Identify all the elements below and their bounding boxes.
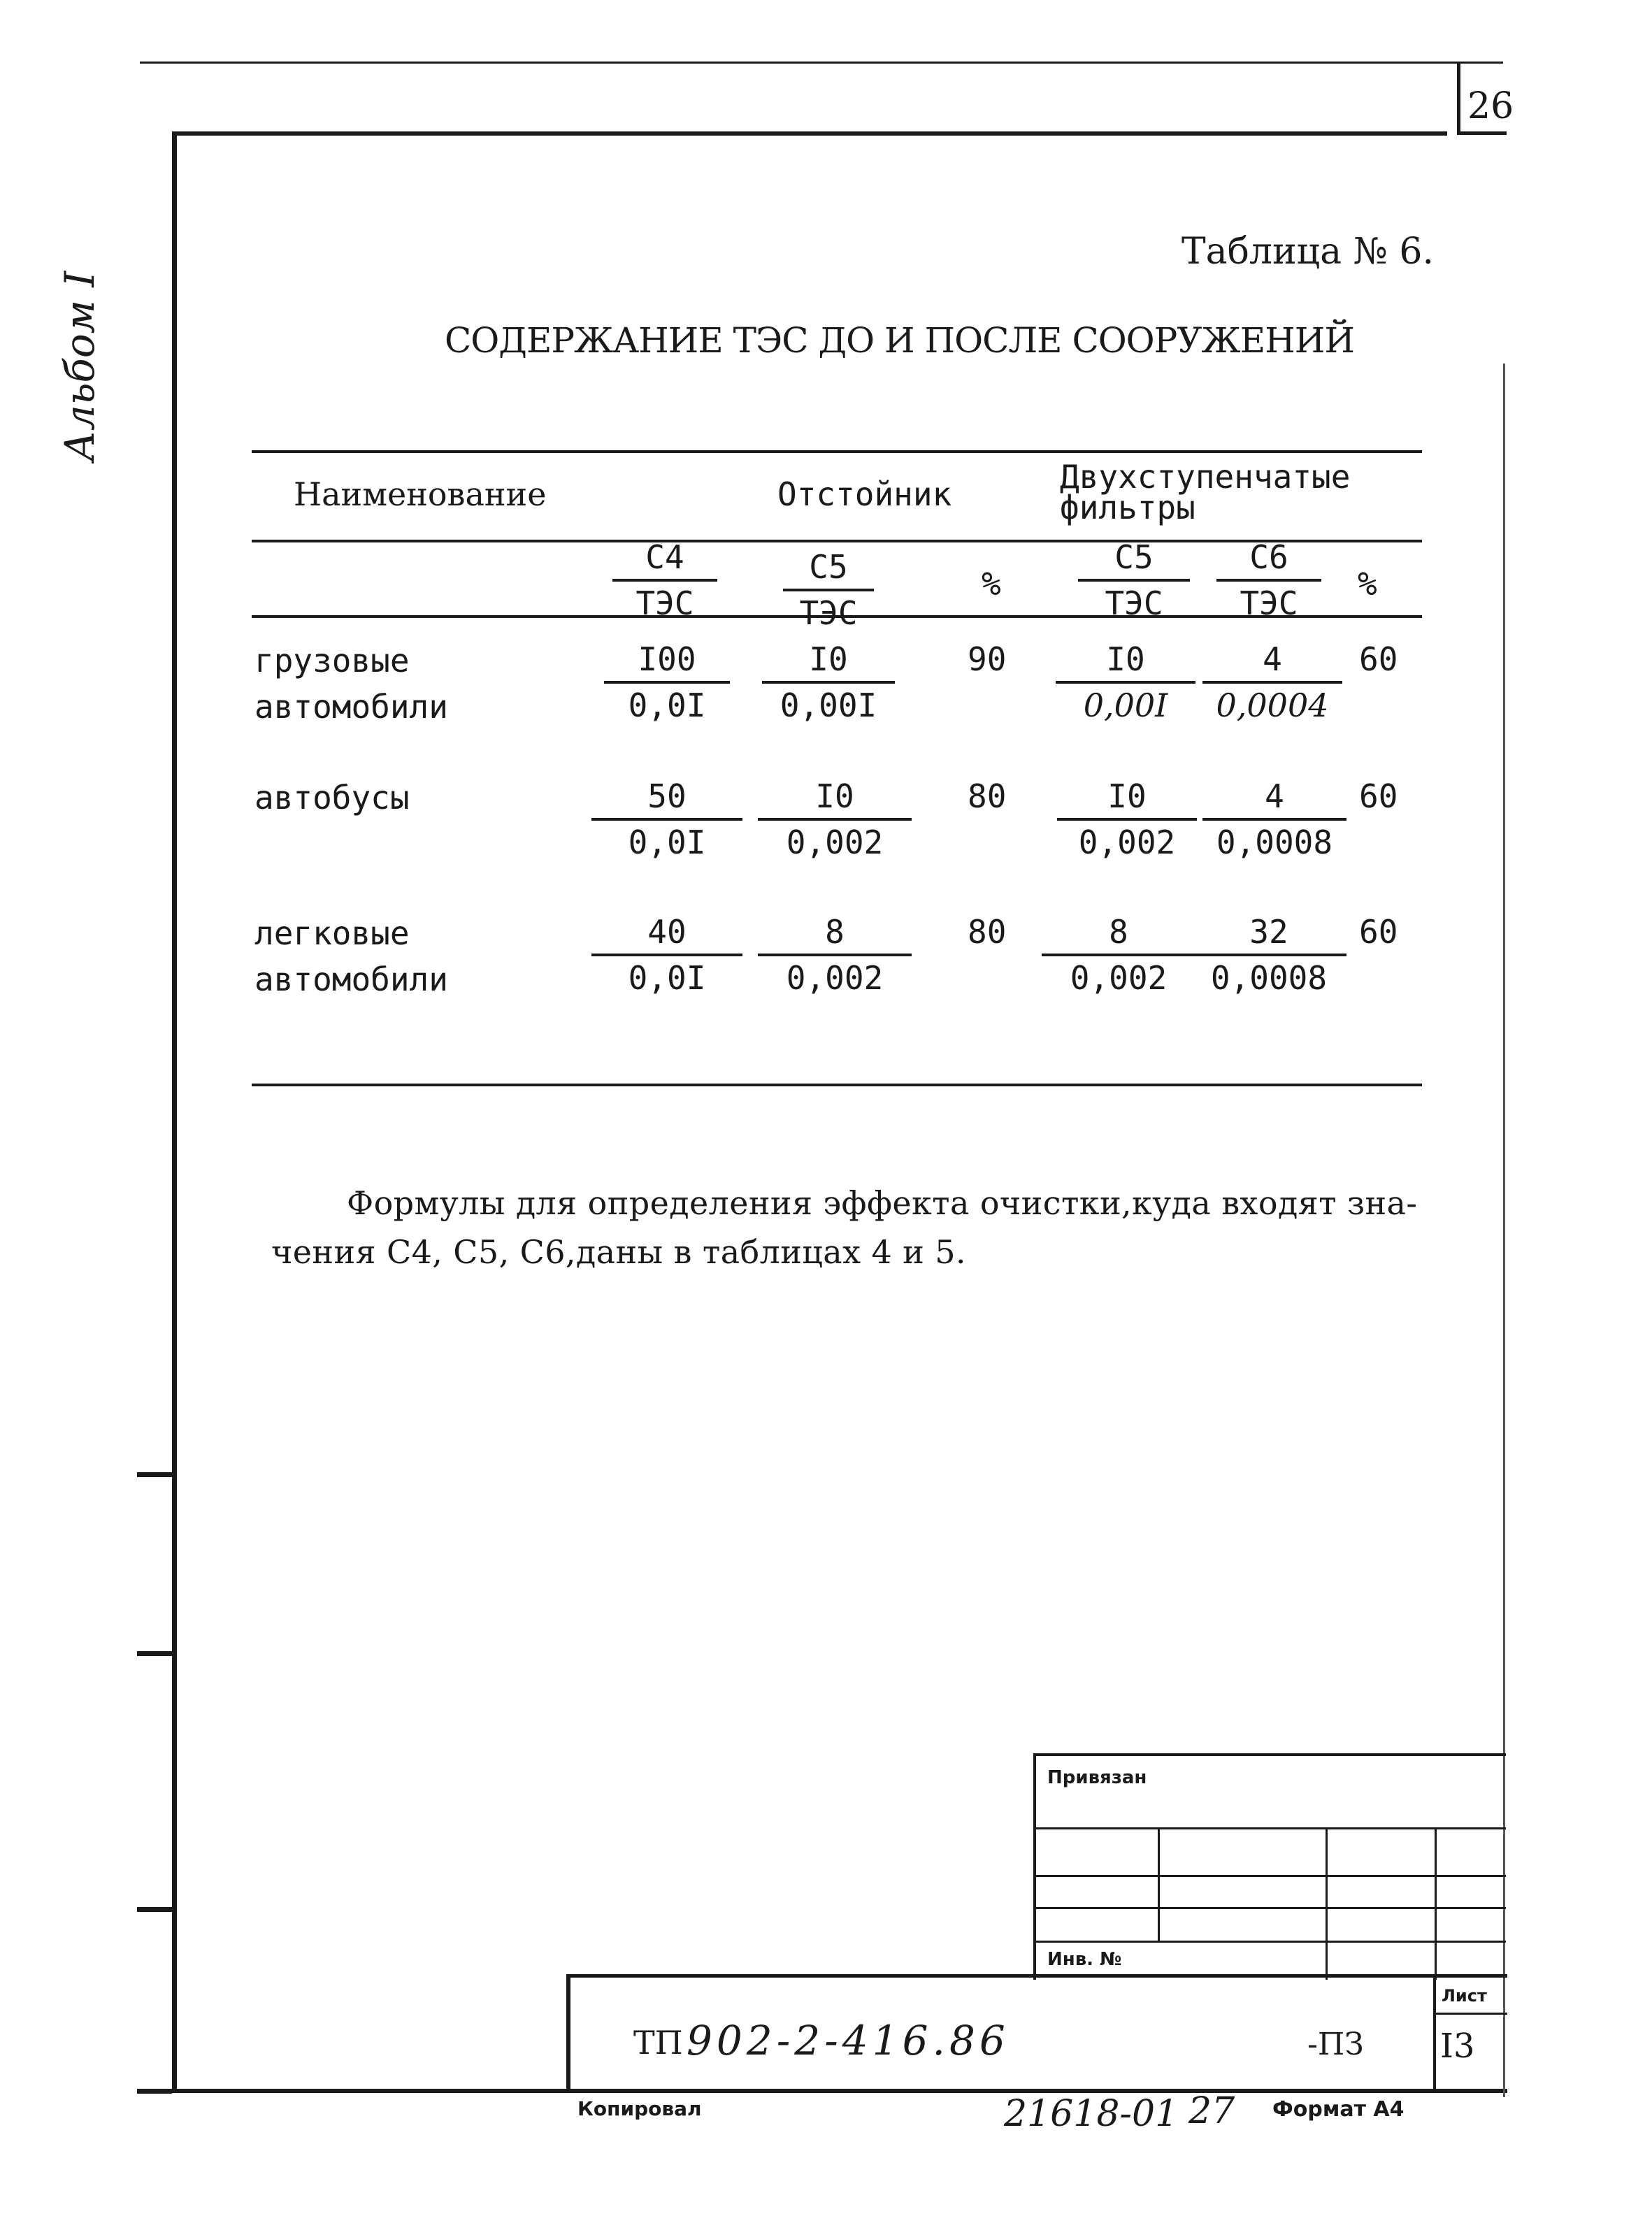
header-settler: Отстойник	[777, 475, 952, 513]
stamp-inv-label: Инв. №	[1047, 1949, 1122, 1970]
row-3-settler-c5-den: 0,002	[786, 959, 884, 997]
sub-settler-c5	[783, 548, 874, 632]
footer-copied-label: Копировал	[577, 2097, 702, 2120]
left-tick-3	[137, 1907, 172, 1912]
header-name: Наименование	[294, 475, 547, 513]
row-1-filters-percent: 60	[1359, 640, 1398, 678]
stamp-sheet-label: Лист	[1442, 1986, 1487, 2006]
row-1-settler-c5-num: I0	[762, 640, 895, 684]
row-2-filters-c5-num: I0	[1057, 777, 1197, 821]
stamp-sheet-number: I3	[1440, 2027, 1475, 2066]
row-1-settler-percent: 90	[968, 640, 1007, 678]
sub-filters-c5-den: ТЭС	[1105, 584, 1163, 622]
row-2-name-line1: автобусы	[254, 779, 410, 817]
row-3-filters-c5-num: 8	[1042, 913, 1195, 956]
row-1-filters-c5-den: 0,00I	[1083, 686, 1168, 724]
left-tick-1	[137, 1472, 172, 1477]
row-2-filters-c6	[1202, 777, 1346, 861]
sub-filters-c6	[1216, 538, 1321, 622]
row-3-settler-c5-num: 8	[758, 913, 912, 956]
row-3-filters-c5	[1042, 913, 1195, 997]
sub-filters-c5	[1078, 538, 1190, 622]
sheet-corner-number: 26	[1467, 85, 1514, 127]
paragraph-line-1: Формулы для определения эффекта очистки,куда входят зна-	[347, 1184, 1418, 1222]
row-3-settler-c4-num: 40	[591, 913, 742, 956]
row-3-name-line2: автомобили	[254, 961, 448, 998]
sub-filters-c5-num: С5	[1078, 538, 1190, 582]
stamp-bound-label: Привязан	[1047, 1767, 1147, 1788]
left-tick-4	[137, 2089, 172, 2094]
row-1-settler-c5-den: 0,00I	[780, 686, 877, 724]
row-1-settler-c4	[604, 640, 730, 724]
side-note: Альбом I	[56, 271, 103, 461]
stamp-doc-code: 902-2-416.86	[687, 2017, 1010, 2064]
row-2-settler-c5-num: I0	[758, 777, 912, 821]
row-3-settler-c4	[591, 913, 742, 997]
table-label: Таблица № 6.	[1181, 231, 1435, 273]
row-1-filters-c5	[1056, 640, 1195, 724]
row-2-filters-c6-den: 0,0008	[1216, 823, 1333, 861]
sub-settler-c4	[612, 538, 717, 622]
row-2-settler-percent: 80	[968, 777, 1007, 815]
sub-settler-c4-den: ТЭС	[635, 584, 694, 622]
left-tick-2	[137, 1651, 172, 1656]
sub-settler-percent: %	[982, 565, 1001, 603]
sub-filters-c6-num: С6	[1216, 538, 1321, 582]
row-3-filters-c6-num: 32	[1191, 913, 1346, 956]
row-1-filters-c5-num: I0	[1056, 640, 1195, 684]
row-1-filters-c6-num: 4	[1202, 640, 1342, 684]
row-3-settler-c4-den: 0,0I	[628, 959, 706, 997]
row-3-name-line1: легковые	[254, 914, 410, 952]
frame-left-line	[172, 131, 177, 2093]
sub-filters-c6-den: ТЭС	[1240, 584, 1298, 622]
stamp-sheet-rule	[1433, 2013, 1507, 2015]
frame-top-line	[175, 131, 1447, 136]
stamp-col-rule-3	[1435, 1827, 1437, 1980]
row-1-name-line1: грузовые	[254, 642, 410, 679]
sub-filters-percent: %	[1358, 565, 1377, 603]
row-1-name-line2: автомобили	[254, 688, 448, 726]
row-1-settler-c5	[762, 640, 895, 724]
row-2-settler-c4-num: 50	[591, 777, 742, 821]
stamp-col-rule-1	[1158, 1827, 1160, 1941]
row-2-settler-c4	[591, 777, 742, 861]
stamp-upper	[1033, 1753, 1506, 1980]
row-3-filters-c5-den: 0,002	[1070, 959, 1168, 997]
footer-hand-number: 21618-01	[1004, 2093, 1179, 2135]
table-top-rule	[252, 450, 1422, 453]
stamp-doc-suffix: -ПЗ	[1307, 2027, 1364, 2062]
paragraph-line-2: чения С4, С5, С6,даны в таблицах 4 и 5.	[271, 1233, 966, 1271]
row-3-filters-c6-den: 0,0008	[1210, 959, 1328, 997]
sub-settler-c5-num: С5	[783, 548, 874, 591]
corner-number-box	[1457, 62, 1514, 135]
row-1-settler-c4-num: I00	[604, 640, 730, 684]
row-1-filters-c6-den: 0,0004	[1216, 686, 1329, 724]
row-3-filters-percent: 60	[1359, 913, 1398, 951]
sub-settler-c4-num: С4	[612, 538, 717, 582]
page-title: СОДЕРЖАНИЕ ТЭС ДО И ПОСЛЕ СООРУЖЕНИЙ	[445, 320, 1354, 361]
row-2-settler-c4-den: 0,0I	[628, 823, 706, 861]
stamp-doc-prefix: ТП	[633, 2024, 683, 2062]
stamp-sheet-col-rule	[1433, 1978, 1436, 2092]
row-3-filters-c6	[1191, 913, 1346, 997]
stamp-col-rule-2	[1326, 1827, 1328, 1980]
footer-hand-page: 27	[1188, 2090, 1235, 2132]
table-bottom-rule	[252, 1084, 1422, 1086]
row-2-settler-c5-den: 0,002	[786, 823, 884, 861]
row-2-filters-c5	[1057, 777, 1197, 861]
row-2-settler-c5	[758, 777, 912, 861]
row-2-filters-c6-num: 4	[1202, 777, 1346, 821]
row-2-filters-c5-den: 0,002	[1078, 823, 1176, 861]
header-filters: Двухступенчатые фильтры	[1060, 458, 1351, 526]
top-border-line	[140, 62, 1503, 64]
row-2-filters-percent: 60	[1359, 777, 1398, 815]
sub-settler-c5-den: ТЭС	[799, 594, 858, 632]
row-1-settler-c4-den: 0,0I	[628, 686, 706, 724]
row-1-filters-c6	[1202, 640, 1342, 724]
footer-format-label: Формат А4	[1272, 2097, 1405, 2122]
stamp-title-block	[566, 1974, 1507, 2092]
row-3-settler-c5	[758, 913, 912, 997]
row-3-settler-percent: 80	[968, 913, 1007, 951]
